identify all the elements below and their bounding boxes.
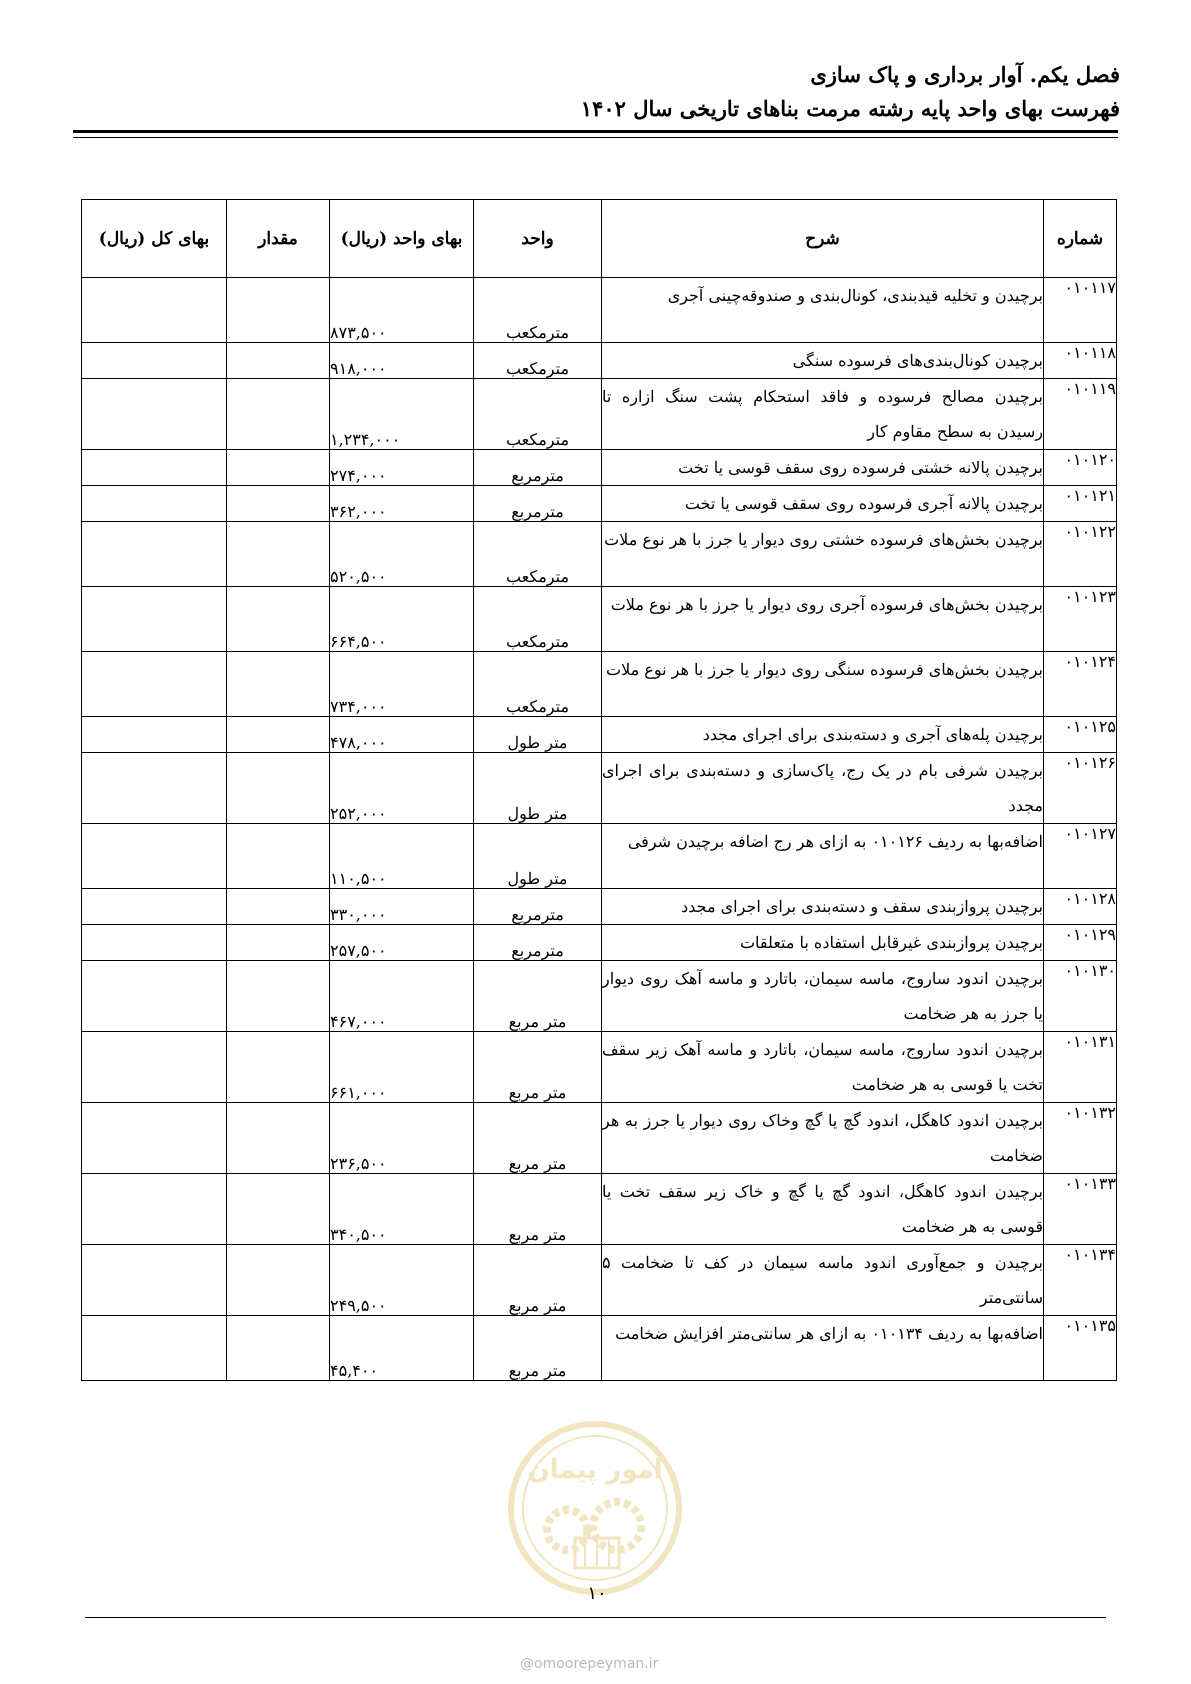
row-unit: متر مربع [474, 1032, 602, 1103]
row-description: برچیدن پالانه خشتی فرسوده روی سقف قوسی یا تخت [602, 450, 1044, 486]
row-unit-price: ۴۵,۴۰۰ [330, 1316, 474, 1381]
row-code: ۰۱۰۱۳۵ [1044, 1316, 1117, 1381]
watermark-seal [505, 1418, 685, 1598]
row-unit: متر مربع [474, 1103, 602, 1174]
row-code: ۰۱۰۱۲۲ [1044, 522, 1117, 587]
row-total-price [82, 925, 227, 961]
row-description: برچیدن بخش‌های فرسوده آجری روی دیوار یا جرز با هر نوع ملات [602, 587, 1044, 652]
row-description: اضافه‌بها به ردیف ۰۱۰۱۲۶ به ازای هر رج اضافه برچیدن شرفی [602, 824, 1044, 889]
row-unit-price: ۵۲۰,۵۰۰ [330, 522, 474, 587]
row-code: ۰۱۰۱۲۵ [1044, 717, 1117, 753]
row-description: برچیدن شرفی بام در یک رج، پاک‌سازی و دسته‌بندی برای اجرای مجدد [602, 753, 1044, 824]
row-code: ۰۱۰۱۲۰ [1044, 450, 1117, 486]
row-unit-price: ۷۳۴,۰۰۰ [330, 652, 474, 717]
row-description: برچیدن بخش‌های فرسوده خشتی روی دیوار یا جرز با هر نوع ملات [602, 522, 1044, 587]
row-total-price [82, 343, 227, 379]
row-total-price [82, 961, 227, 1032]
row-unit: متر طول [474, 753, 602, 824]
row-unit: متر طول [474, 717, 602, 753]
row-description: برچیدن مصالح فرسوده و فاقد استحکام پشت سنگ ازاره تا رسیدن به سطح مقاوم کار [602, 379, 1044, 450]
row-total-price [82, 889, 227, 925]
row-total-price [82, 753, 227, 824]
table-row [82, 889, 1117, 925]
table-row [82, 824, 1117, 889]
row-unit: مترمربع [474, 889, 602, 925]
table-row [82, 379, 1117, 450]
row-unit-price: ۳۶۲,۰۰۰ [330, 486, 474, 522]
row-quantity [227, 343, 330, 379]
row-unit: متر طول [474, 824, 602, 889]
row-quantity [227, 379, 330, 450]
row-total-price [82, 450, 227, 486]
row-unit-price: ۸۷۳,۵۰۰ [330, 278, 474, 343]
row-description: برچیدن پروازبندی غیرقابل استفاده با متعلقات [602, 925, 1044, 961]
row-unit-price: ۲۷۴,۰۰۰ [330, 450, 474, 486]
row-total-price [82, 1245, 227, 1316]
row-unit: متر مربع [474, 1245, 602, 1316]
row-unit: مترمکعب [474, 379, 602, 450]
row-unit: مترمکعب [474, 652, 602, 717]
table-row [82, 278, 1117, 343]
row-unit-price: ۱,۲۳۴,۰۰۰ [330, 379, 474, 450]
price-list-table [81, 199, 1117, 1381]
row-quantity [227, 925, 330, 961]
row-unit-price: ۱۱۰,۵۰۰ [330, 824, 474, 889]
table-row [82, 1174, 1117, 1245]
row-code: ۰۱۰۱۱۷ [1044, 278, 1117, 343]
row-description: برچیدن پالانه آجری فرسوده روی سقف قوسی یا تخت [602, 486, 1044, 522]
document-subtitle: فهرست بهای واحد پایه رشته مرمت بناهای تاریخی سال ۱۴۰۲ [580, 96, 1120, 121]
row-description: برچیدن کونال‌بندی‌های فرسوده سنگی [602, 343, 1044, 379]
row-quantity [227, 587, 330, 652]
row-quantity [227, 1032, 330, 1103]
row-total-price [82, 652, 227, 717]
row-code: ۰۱۰۱۳۴ [1044, 1245, 1117, 1316]
row-quantity [227, 522, 330, 587]
row-unit-price: ۶۶۱,۰۰۰ [330, 1032, 474, 1103]
row-unit-price: ۲۴۹,۵۰۰ [330, 1245, 474, 1316]
row-description: برچیدن و تخلیه قیدبندی، کونال‌بندی و صندوقه‌چینی آجری [602, 278, 1044, 343]
row-unit: مترمربع [474, 486, 602, 522]
page-header [71, 58, 1120, 126]
row-unit: متر مربع [474, 1316, 602, 1381]
row-quantity [227, 717, 330, 753]
table-row [82, 925, 1117, 961]
row-quantity [227, 1103, 330, 1174]
table-row [82, 522, 1117, 587]
table-row [82, 450, 1117, 486]
row-quantity [227, 889, 330, 925]
row-unit-price: ۴۶۷,۰۰۰ [330, 961, 474, 1032]
row-unit: مترمکعب [474, 522, 602, 587]
row-total-price [82, 379, 227, 450]
table-row [82, 1316, 1117, 1381]
row-code: ۰۱۰۱۳۰ [1044, 961, 1117, 1032]
row-unit: متر مربع [474, 1174, 602, 1245]
row-code: ۰۱۰۱۲۳ [1044, 587, 1117, 652]
row-quantity [227, 1174, 330, 1245]
header-number: شماره [1044, 200, 1117, 278]
row-description: برچیدن بخش‌های فرسوده سنگی روی دیوار یا جرز با هر نوع ملات [602, 652, 1044, 717]
header-total-price: بهای کل (ریال) [82, 200, 227, 278]
row-code: ۰۱۰۱۱۹ [1044, 379, 1117, 450]
row-description: برچیدن و جمع‌آوری اندود ماسه سیمان در کف تا ضخامت ۵ سانتی‌متر [602, 1245, 1044, 1316]
row-code: ۰۱۰۱۳۳ [1044, 1174, 1117, 1245]
row-unit: مترمربع [474, 450, 602, 486]
row-unit-price: ۴۷۸,۰۰۰ [330, 717, 474, 753]
page-number: ۱۰ [587, 1583, 607, 1604]
row-total-price [82, 717, 227, 753]
row-unit-price: ۲۳۶,۵۰۰ [330, 1103, 474, 1174]
row-description: برچیدن اندود ساروج، ماسه سیمان، باتارد و ماسه آهک روی دیوار یا جرز به هر ضخامت [602, 961, 1044, 1032]
row-unit-price: ۶۶۴,۵۰۰ [330, 587, 474, 652]
row-quantity [227, 486, 330, 522]
row-unit-price: ۳۳۰,۰۰۰ [330, 889, 474, 925]
header-unit: واحد [474, 200, 602, 278]
row-unit: مترمربع [474, 925, 602, 961]
row-unit: متر مربع [474, 961, 602, 1032]
row-quantity [227, 961, 330, 1032]
row-code: ۰۱۰۱۱۸ [1044, 343, 1117, 379]
watermark-url: @omoorepeyman.ir [520, 1656, 659, 1672]
chapter-title: فصل یکم. آوار برداری و پاک سازی [810, 62, 1120, 87]
row-description: برچیدن اندود ساروج، ماسه سیمان، باتارد و ماسه آهک زیر سقف تخت یا قوسی به هر ضخامت [602, 1032, 1044, 1103]
row-total-price [82, 1103, 227, 1174]
row-quantity [227, 753, 330, 824]
row-total-price [82, 522, 227, 587]
row-unit: مترمکعب [474, 343, 602, 379]
row-unit: مترمکعب [474, 278, 602, 343]
row-unit-price: ۲۵۷,۵۰۰ [330, 925, 474, 961]
row-quantity [227, 1245, 330, 1316]
table-row [82, 343, 1117, 379]
table-row [82, 486, 1117, 522]
row-description: برچیدن اندود کاهگل، اندود گچ یا گچ وخاک روی دیوار یا جرز به هر ضخامت [602, 1103, 1044, 1174]
row-total-price [82, 1032, 227, 1103]
row-unit: مترمکعب [474, 587, 602, 652]
table-row [82, 652, 1117, 717]
row-unit-price: ۳۴۰,۵۰۰ [330, 1174, 474, 1245]
table-row [82, 1032, 1117, 1103]
header-description: شرح [602, 200, 1044, 278]
row-quantity [227, 450, 330, 486]
row-code: ۰۱۰۱۲۴ [1044, 652, 1117, 717]
row-total-price [82, 1316, 227, 1381]
table-row [82, 1103, 1117, 1174]
footer-rule [85, 1617, 1106, 1618]
row-code: ۰۱۰۱۲۱ [1044, 486, 1117, 522]
table-row [82, 753, 1117, 824]
row-quantity [227, 652, 330, 717]
row-total-price [82, 587, 227, 652]
row-total-price [82, 1174, 227, 1245]
table-row [82, 717, 1117, 753]
table-row [82, 1245, 1117, 1316]
row-total-price [82, 278, 227, 343]
row-unit-price: ۲۵۲,۰۰۰ [330, 753, 474, 824]
row-code: ۰۱۰۱۲۷ [1044, 824, 1117, 889]
table-header-row [82, 200, 1117, 278]
row-total-price [82, 824, 227, 889]
row-unit-price: ۹۱۸,۰۰۰ [330, 343, 474, 379]
row-code: ۰۱۰۱۲۸ [1044, 889, 1117, 925]
row-quantity [227, 824, 330, 889]
row-quantity [227, 278, 330, 343]
row-total-price [82, 486, 227, 522]
header-quantity: مقدار [227, 200, 330, 278]
row-description: برچیدن پروازبندی سقف و دسته‌بندی برای اجرای مجدد [602, 889, 1044, 925]
row-description: برچیدن پله‌های آجری و دسته‌بندی برای اجرای مجدد [602, 717, 1044, 753]
row-code: ۰۱۰۱۳۲ [1044, 1103, 1117, 1174]
row-code: ۰۱۰۱۲۹ [1044, 925, 1117, 961]
header-unit-price: بهای واحد (ریال) [330, 200, 474, 278]
row-description: برچیدن اندود کاهگل، اندود گچ یا گچ و خاک زیر سقف تخت یا قوسی به هر ضخامت [602, 1174, 1044, 1245]
header-rule-thin [73, 137, 1118, 138]
svg-text:امور پیمان: امور پیمان [527, 1455, 663, 1485]
row-quantity [227, 1316, 330, 1381]
table-row [82, 587, 1117, 652]
row-code: ۰۱۰۱۳۱ [1044, 1032, 1117, 1103]
table-row [82, 961, 1117, 1032]
row-description: اضافه‌بها به ردیف ۰۱۰۱۳۴ به ازای هر سانتی‌متر افزایش ضخامت [602, 1316, 1044, 1381]
header-rule-thick [73, 130, 1118, 133]
row-code: ۰۱۰۱۲۶ [1044, 753, 1117, 824]
